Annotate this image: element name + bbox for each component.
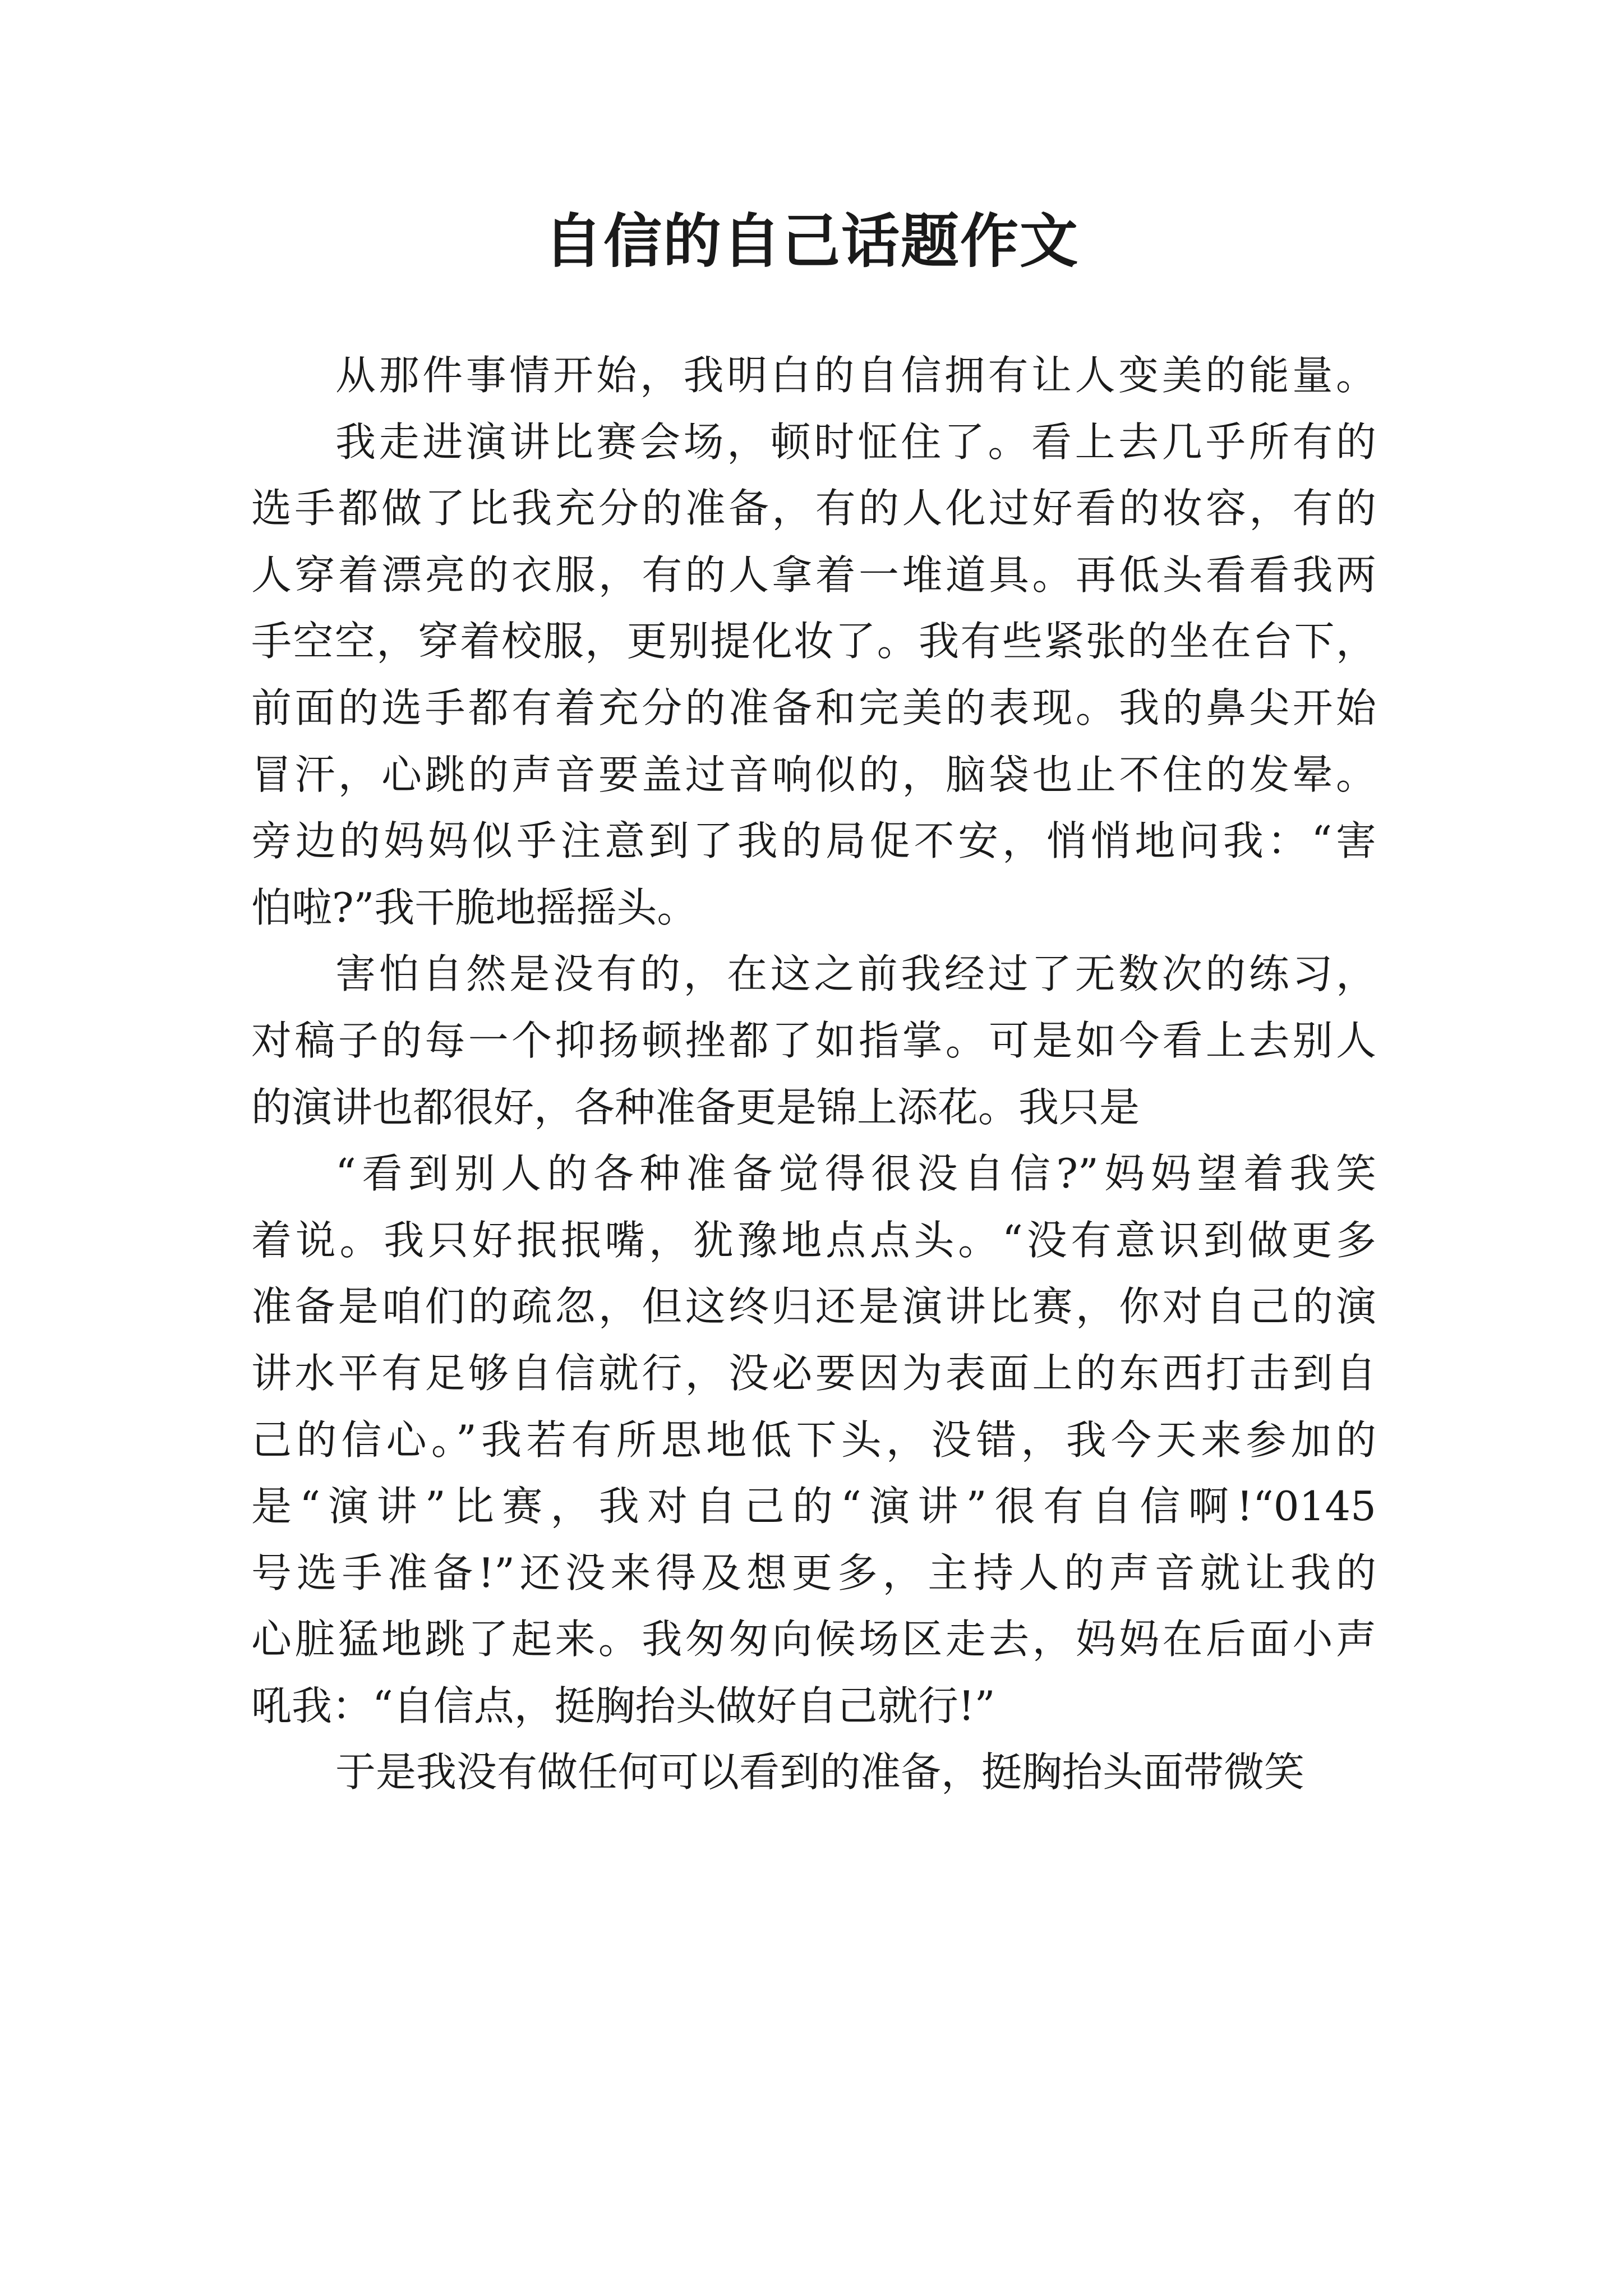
text-line: 害怕自然是没有的，在这之前我经过了无数次的练习， (335, 950, 1376, 998)
text-line: 准备是咱们的疏忽，但这终归还是演讲比赛，你对自己的演 (251, 1283, 1376, 1331)
text-line: 己的信心。”我若有所思地低下头，没错，我今天来参加的 (251, 1416, 1376, 1464)
text-line: 我走进演讲比赛会场，顿时怔住了。看上去几乎所有的 (335, 418, 1376, 466)
text-line: 前面的选手都有着充分的准备和完美的表现。我的鼻尖开始 (251, 684, 1376, 731)
text-line: 着说。我只好抿抿嘴，犹豫地点点头。“没有意识到做更多 (251, 1216, 1376, 1264)
text-line: 从那件事情开始，我明白的自信拥有让人变美的能量。 (335, 352, 1376, 399)
text-line: 对稿子的每一个抑扬顿挫都了如指掌。可是如今看上去别人 (251, 1016, 1376, 1064)
text-line: 选手都做了比我充分的准备，有的人化过好看的妆容，有的 (251, 485, 1376, 532)
text-line: 讲水平有足够自信就行，没必要因为表面上的东西打击到自 (251, 1349, 1376, 1397)
text-line: 人穿着漂亮的衣服，有的人拿着一堆道具。再低头看看我两 (251, 551, 1376, 599)
text-line: 心脏猛地跳了起来。我匆匆向候场区走去，妈妈在后面小声 (251, 1616, 1376, 1663)
text-line: 旁边的妈妈似乎注意到了我的局促不安，悄悄地问我：“害 (251, 817, 1376, 865)
text-line: 号选手准备!”还没来得及想更多，主持人的声音就让我的 (251, 1549, 1376, 1596)
text-line: 于是我没有做任何可以看到的准备，挺胸抬头面带微笑 (335, 1749, 1305, 1796)
text-line: “看到别人的各种准备觉得很没自信?”妈妈望着我笑 (335, 1150, 1376, 1198)
text-line: 怕啦?”我干脆地摇摇头。 (251, 884, 698, 931)
document-title: 自信的自己话题作文 (543, 206, 1079, 275)
document-body (251, 342, 1376, 1806)
text-line: 的演讲也都很好，各种准备更是锦上添花。我只是 (251, 1083, 1140, 1131)
text-line: 手空空，穿着校服，更别提化妆了。我有些紧张的坐在台下， (251, 618, 1376, 665)
text-line: 吼我：“自信点，挺胸抬头做好自己就行!” (251, 1682, 995, 1729)
text-line: 是“演讲”比赛，我对自己的“演讲”很有自信啊!“0145 (251, 1483, 1376, 1530)
text-line: 冒汗，心跳的声音要盖过音响似的，脑袋也止不住的发晕。 (251, 751, 1376, 798)
